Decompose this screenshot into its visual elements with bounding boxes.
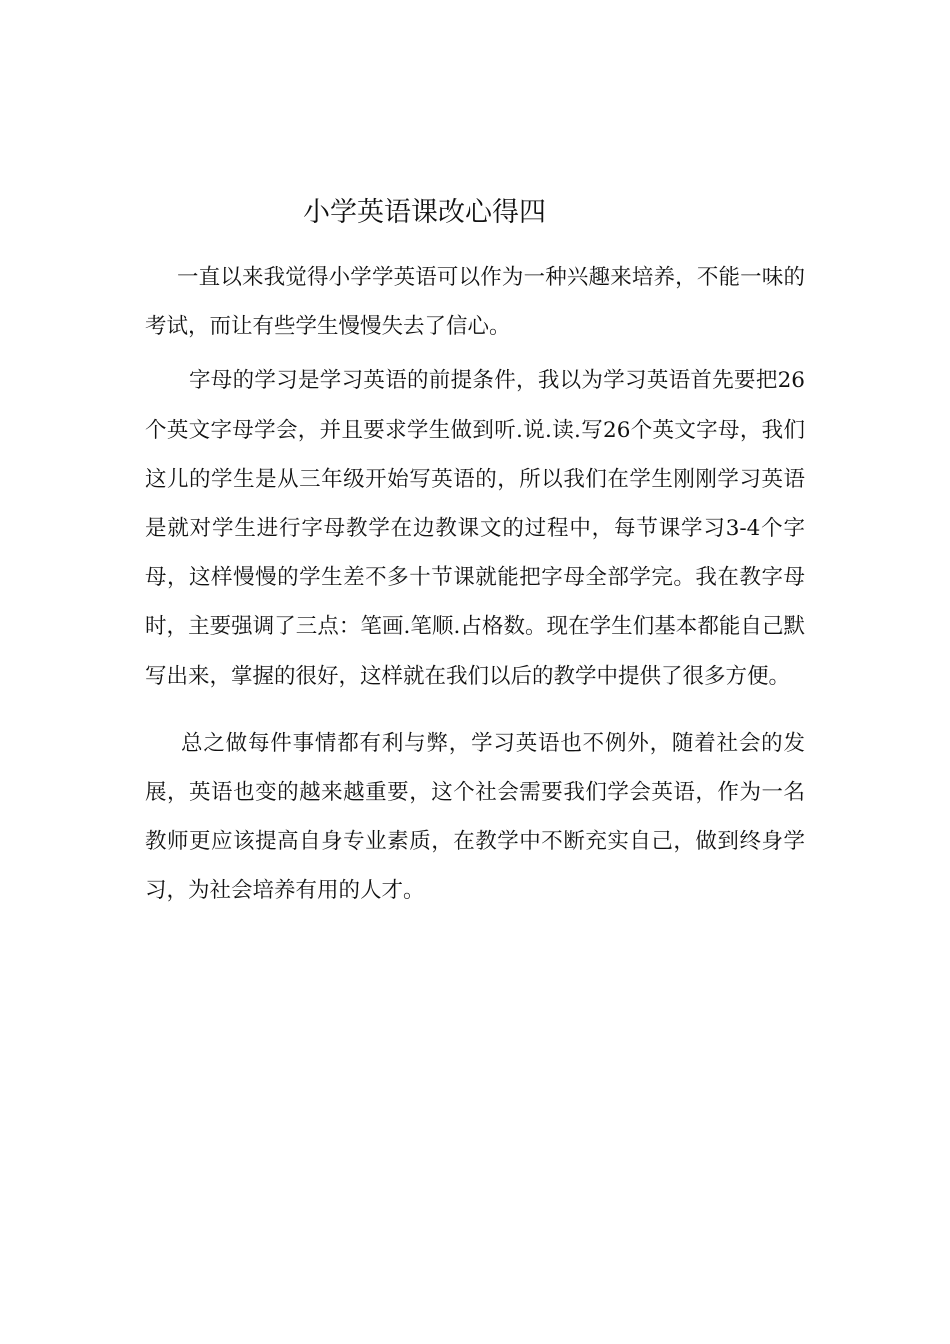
paragraph-intro: 一直以来我觉得小学学英语可以作为一种兴趣来培养，不能一味的考试，而让有些学生慢慢失去了信心。 (145, 265, 805, 340)
paragraph-alphabet-learning: 字母的学习是学习英语的前提条件，我以为学习英语首先要把26个英文字母学会，并且要求学生做到听.说.读.写26个英文字母，我们这儿的学生是从三年级开始写英语的，所以我们在学生刚刚学习英语是就对学生进行字母教学在边教课文的过程中，每节课学习3-4个字母，这样慢慢的学生差不多十节课就能把字母全部学完。我在教字母时，主要强调了三点：笔画.笔顺.占格数。现在学生们基本都能自己默写出来，掌握的很好，这样就在我们以后的教学中提供了很多方便。 (145, 368, 805, 689)
document-body (145, 253, 805, 916)
document-title: 小学英语课改心得四 (303, 197, 546, 228)
paragraph-conclusion: 总之做每件事情都有利与弊，学习英语也不例外，随着社会的发展，英语也变的越来越重要，这个社会需要我们学会英语，作为一名教师更应该提高自身专业素质，在教学中不断充实自己，做到终身学习，为社会培养有用的人才。 (145, 730, 805, 904)
